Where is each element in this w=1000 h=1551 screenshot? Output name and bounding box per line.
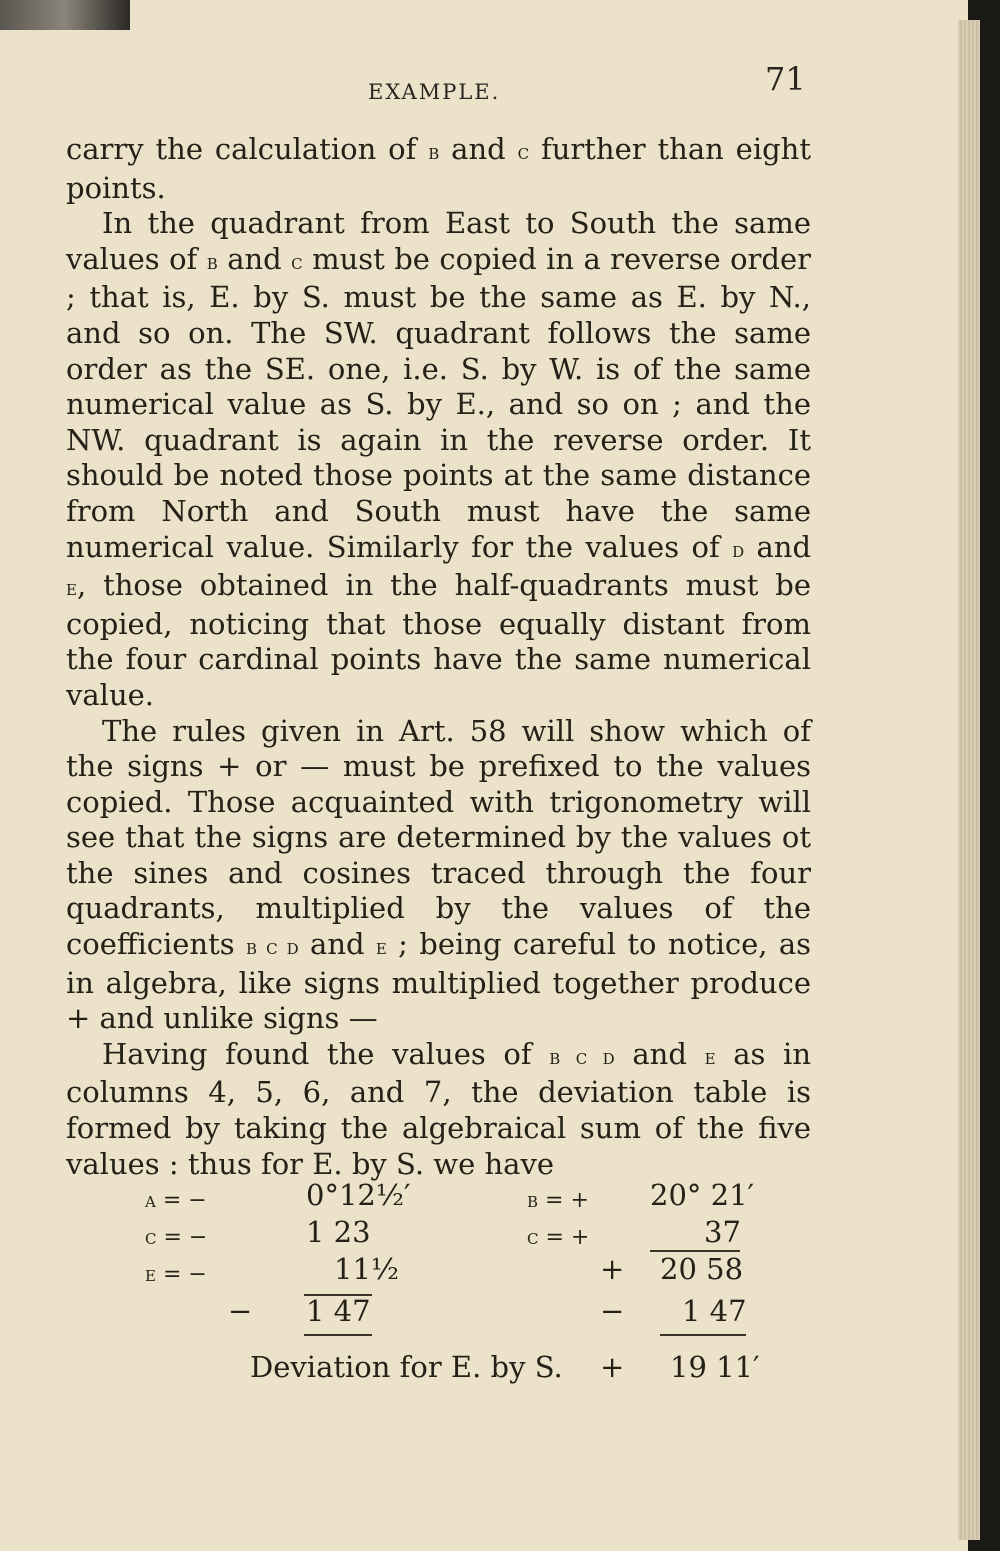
text-run: carry the calculation of [66,132,429,166]
deviation-calculation [0,1170,968,1390]
scan-corner-shadow [0,0,130,30]
text-run: ; being careful to notice, as in algebra, like signs multiplied together produce + and unlike signs — [66,927,812,1036]
small-caps-letter: b c d [549,1044,615,1070]
small-caps-letter: c [291,249,303,275]
text-run: and [614,1036,705,1071]
deviation-result-sign: + [600,1350,625,1384]
small-caps-letter: b c d [245,935,299,961]
small-caps-letter: e [704,1044,716,1070]
calc-right-label-c: c = + [527,1225,590,1250]
calc-right-value-minus: 1 47 [682,1294,747,1328]
page-number: 71 [765,60,806,98]
text-run: further than eight points. [66,132,812,205]
text-run: and [217,241,292,276]
small-caps-letter: e [66,576,77,602]
calc-right-rule-bottom [660,1334,746,1336]
text-run: as in columns 4, 5, 6, and 7, the deviation table is formed by taking the algebraical sum of the five values : thus for E. by S. we have [66,1036,812,1181]
running-head: EXAMPLE. [368,80,501,104]
small-caps-letter: b [206,249,218,275]
text-run: and [439,132,518,166]
calc-right-sign-sum: + [600,1252,625,1286]
page-header [0,60,968,110]
calc-right-value-c: 37 [704,1215,741,1249]
calc-right-label-b: b = + [527,1188,589,1213]
text-run: must be copied in a reverse order ; that is, E. by S. must be the same as E. by N., and so on. The SW. quadrant follows the same order as the SE. one, i.e. S. by W. is of the same numerical value as S. by E., and so on ; and the NW. quadrant is again in the reverse order. It should be noted those points at the same distance from North and South must have the same numerical value. Similarly for the values of [66,241,811,564]
text-run: , those obtained in the half-quadrants must be copied, noticing that those equally distant from the four cardinal points have the same numerical value. [66,568,811,712]
text-run: Having found the values of [102,1036,550,1071]
body-paragraph [66,714,811,1037]
body-paragraph [66,1037,811,1182]
calc-left-label-c: c = − [145,1225,208,1250]
calc-right-value-sum: 20 58 [660,1252,744,1286]
text-run: and [298,927,376,962]
deviation-result-value: 19 11′ [670,1350,760,1384]
text-run: The rules given in Art. 58 will show which of the signs + or — must be prefixed to the values copied. Those acquainted with trigonometry will see that the signs are determined by the values ot the sines and cosines traced through the four quadrants, multiplied by the values of the coefficients [66,713,811,962]
calc-left-value-a: 0°12½′ [306,1178,411,1212]
deviation-result-label: Deviation for E. by S. [250,1350,563,1384]
calc-left-label-e: e = − [145,1262,207,1287]
calc-left-value-c: 1 23 [306,1215,371,1249]
calc-left-value-total: 1 47 [306,1294,371,1328]
calc-left-label-a: a = − [145,1188,207,1213]
calc-left-rule-bottom [304,1334,372,1336]
small-caps-letter: b [428,140,440,165]
body-text [66,132,811,1182]
text-run: In the quadrant from East to South the same values of [66,206,811,276]
text-run: and [744,529,812,564]
small-caps-letter: d [732,537,745,563]
calc-left-sign-total: − [228,1294,253,1328]
body-paragraph [66,132,811,206]
calc-right-value-b: 20° 21′ [650,1178,755,1212]
body-paragraph [66,206,811,713]
small-caps-letter: c [517,140,530,165]
calc-right-sign-minus: − [600,1294,625,1328]
calc-left-value-e: 11½ [334,1252,400,1286]
page-edge-stack [958,20,980,1540]
small-caps-letter: e [375,935,387,961]
